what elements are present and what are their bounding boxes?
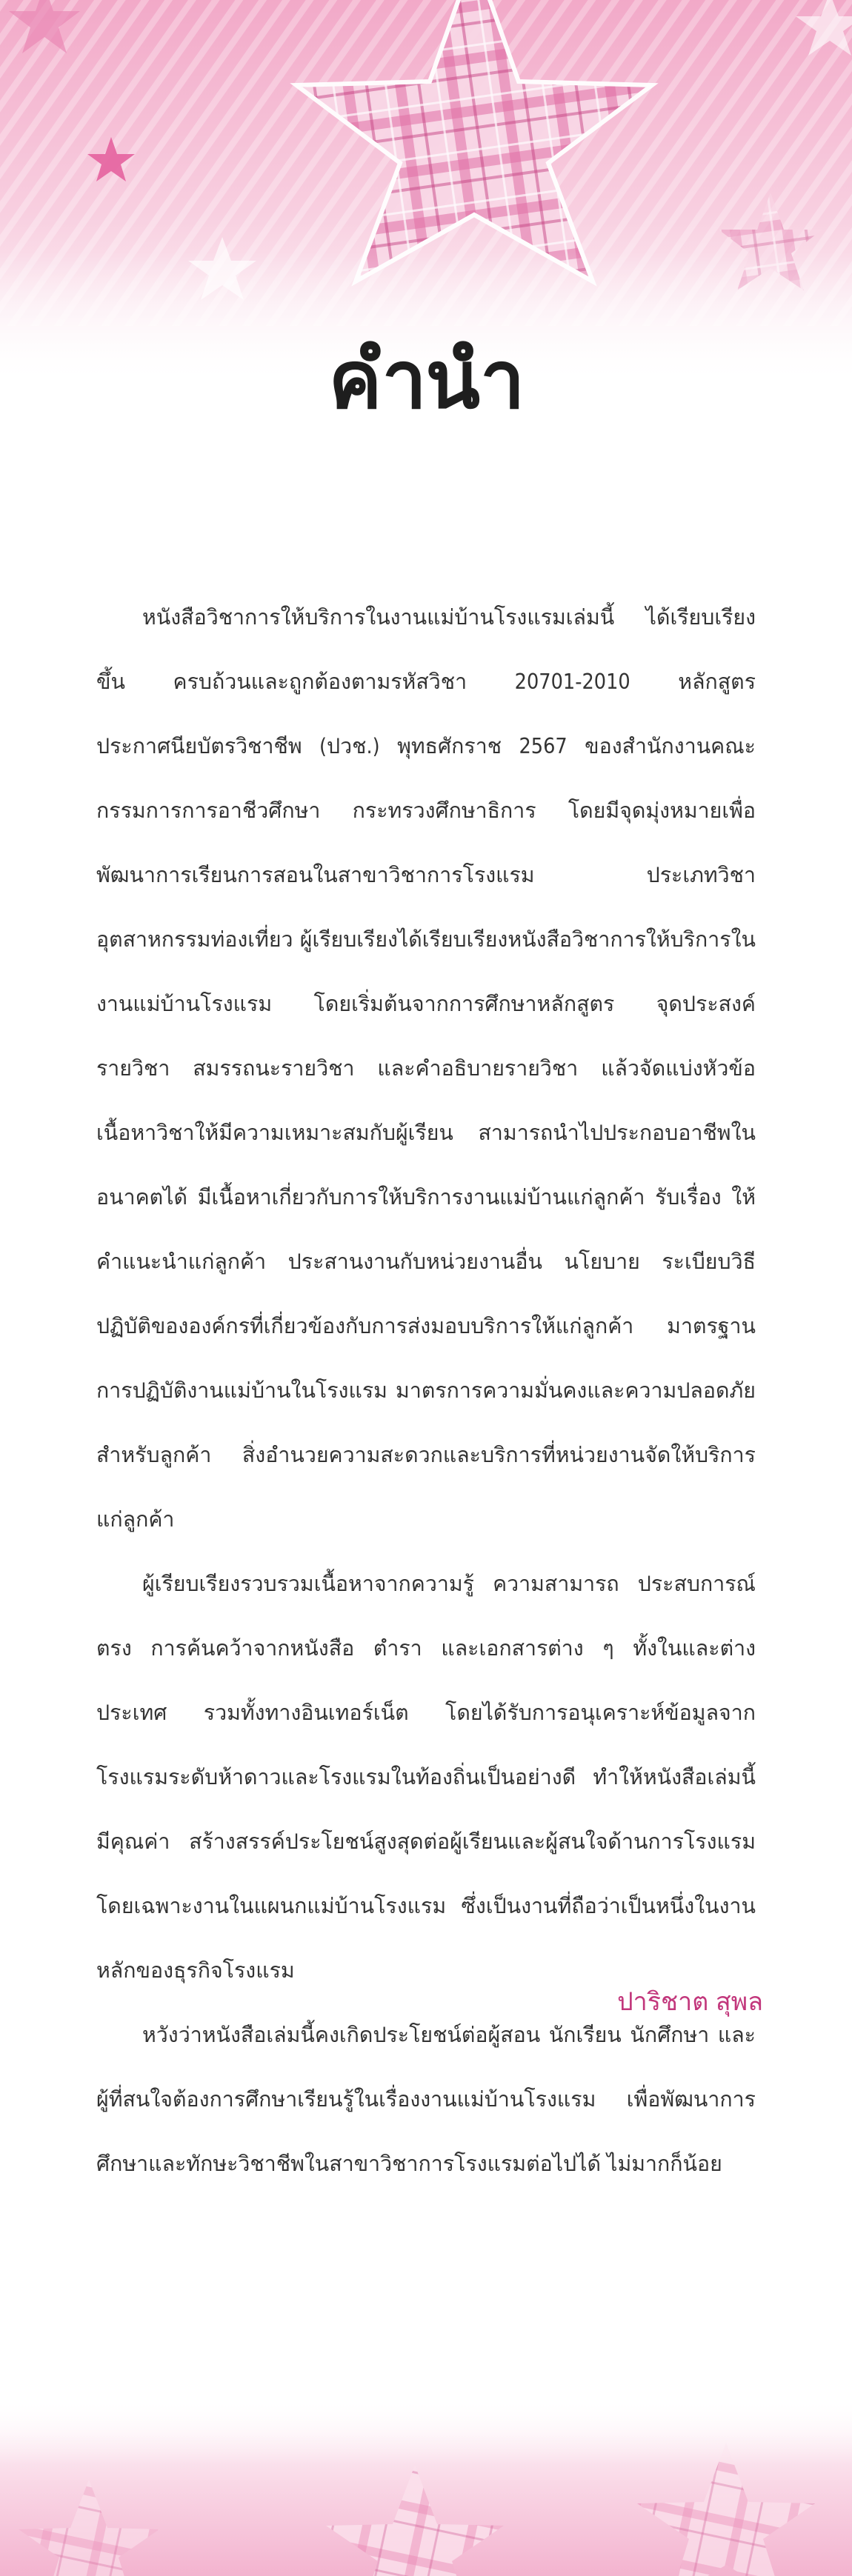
paragraph-3: หวังว่าหนังสือเล่มนี้คงเกิดประโยชน์ต่อผู้สอน นักเรียน นักศึกษา และผู้ที่สนใจต้องการศึกษาเรียนรู้ในเรื่องงานแม่บ้านโรงแรม เพื่อพัฒนาการศึกษาและทักษะวิชาชีพในสาขาวิชาการโรงแรมต่อไปได้ ไม่มากก็น้อย xyxy=(96,2023,756,2176)
preface-body xyxy=(96,585,756,2196)
author-signature: ปาริชาต สุพล xyxy=(617,1987,763,2017)
bottom-plaid-banner xyxy=(0,2398,852,2576)
top-star-banner xyxy=(0,0,852,385)
paragraph-1: หนังสือวิชาการให้บริการในงานแม่บ้านโรงแรมเล่มนี้ ได้เรียบเรียงขึ้น ครบถ้วนและถูกต้องตามรหัสวิชา 20701-2010 หลักสูตรประกาศนียบัตรวิชาชีพ (ปวช.) พุทธศักราช 2567 ของสำนักงานคณะกรรมการการอาชีวศึกษา กระทรวงศึกษาธิการ โดยมีจุดมุ่งหมายเพื่อพัฒนาการเรียนการสอนในสาขาวิชาการโรงแรม ประเภทวิชาอุตสาหกรรมท่องเที่ยว ผู้เรียบเรียงได้เรียบเรียงหนังสือวิชาการให้บริการในงานแม่บ้านโรงแรม โดยเริ่มต้นจากการศึกษาหลักสูตร จุดประสงค์รายวิชา สมรรถนะรายวิชา และคำอธิบายรายวิชา แล้วจัดแบ่งหัวข้อเนื้อหาวิชาให้มีความเหมาะสมกับผู้เรียน สามารถนำไปประกอบอาชีพในอนาคตได้ มีเนื้อหาเกี่ยวกับการให้บริการงานแม่บ้านแก่ลูกค้า รับเรื่อง ให้คำแนะนำแก่ลูกค้า ประสานงานกับหน่วยงานอื่น นโยบาย ระเบียบวิธีปฏิบัติขององค์กรที่เกี่ยวข้องกับการส่งมอบบริการให้แก่ลูกค้า มาตรฐานการปฏิบัติงานแม่บ้านในโรงแรม มาตรการความมั่นคงและความปลอดภัยสำหรับลูกค้า สิ่งอำนวยความสะดวกและบริการที่หน่วยงานจัดให้บริการแก่ลูกค้า xyxy=(96,605,756,1532)
paragraph-2: ผู้เรียบเรียงรวบรวมเนื้อหาจากความรู้ ความสามารถ ประสบการณ์ตรง การค้นคว้าจากหนังสือ ตำรา และเอกสารต่าง ๆ ทั้งในและต่างประเทศ รวมทั้งทางอินเทอร์เน็ต โดยได้รับการอนุเคราะห์ข้อมูลจากโรงแรมระดับห้าดาวและโรงแรมในท้องถิ่นเป็นอย่างดี ทำให้หนังสือเล่มนี้มีคุณค่า สร้างสรรค์ประโยชน์สูงสุดต่อผู้เรียนและผู้สนใจด้านการโรงแรม โดยเฉพาะงานในแผนกแม่บ้านโรงแรม ซึ่งเป็นงานที่ถือว่าเป็นหนึ่งในงานหลักของธุรกิจโรงแรม xyxy=(96,1572,756,1983)
page-title: คำนำ xyxy=(328,334,524,427)
